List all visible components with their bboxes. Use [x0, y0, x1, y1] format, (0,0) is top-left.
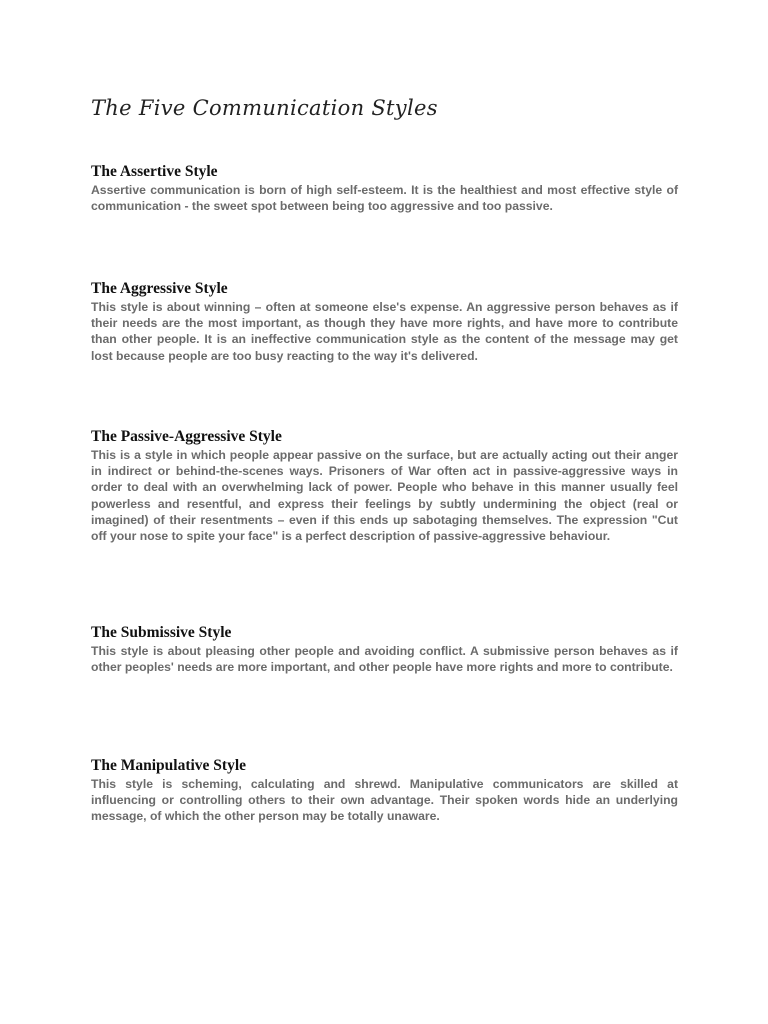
section-submissive-style: [91, 624, 678, 675]
section-heading: The Assertive Style: [91, 163, 218, 180]
section-body: Assertive communication is born of high self-esteem. It is the healthiest and most effective style of communication - the sweet spot between being too aggressive and too passive.: [91, 183, 678, 214]
section-heading: The Manipulative Style: [91, 757, 247, 774]
section-body: This is a style in which people appear passive on the surface, but are actually acting out their anger in indirect or behind-the-scenes ways. Prisoners of War often act in passive-aggressive ways in order to deal with an overwhelming lack of power. People who behave in this manner usually feel powerless and resentful, and express their feelings by subtly undermining the object (real or imagined) of their resentments – even if this ends up sabotaging themselves. The expression "Cut off your nose to spite your face" is a perfect description of passive-aggressive behaviour.: [91, 448, 678, 544]
document-title: The Five Communication Styles: [91, 96, 438, 120]
section-aggressive-style: [91, 280, 678, 364]
section-heading: The Aggressive Style: [91, 280, 228, 297]
section-body: This style is about pleasing other people and avoiding conflict. A submissive person behaves as if other peoples' needs are more important, and other people have more rights and more to contribute.: [91, 644, 678, 675]
section-manipulative-style: [91, 757, 678, 825]
section-passive-aggressive-style: [91, 428, 678, 544]
section-body: This style is scheming, calculating and shrewd. Manipulative communicators are skilled at influencing or controlling others to their own advantage. Their spoken words hide an underlying message, of which the other person may be totally unaware.: [91, 777, 678, 824]
section-heading: The Submissive Style: [91, 624, 232, 641]
section-assertive-style: [91, 163, 678, 214]
section-heading: The Passive-Aggressive Style: [91, 428, 282, 445]
section-body: This style is about winning – often at someone else's expense. An aggressive person behaves as if their needs are the most important, as though they have more rights, and have more to contribute than other people. It is an ineffective communication style as the content of the message may get lost because people are too busy reacting to the way it's delivered.: [91, 300, 678, 363]
